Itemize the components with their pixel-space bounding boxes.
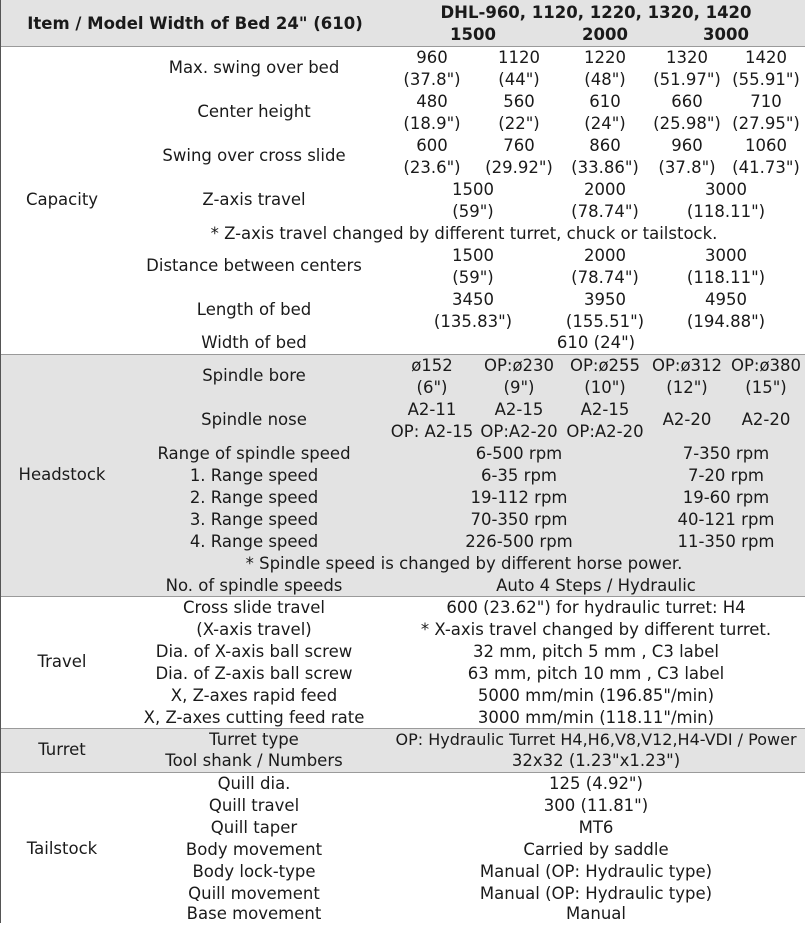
value-cell: (135.83") (433, 312, 513, 331)
value-cell: (27.95") (732, 114, 800, 133)
value-cell: 1420 (745, 48, 787, 67)
row-label: Distance between centers (146, 256, 362, 275)
value-cell: Manual (566, 904, 626, 923)
row-label: 3. Range speed (189, 510, 319, 529)
row-label: No. of spindle speeds (165, 576, 343, 595)
length-header-2000: 2000 (582, 25, 628, 44)
row-label: Center height (197, 102, 311, 121)
row-label: 1. Range speed (189, 466, 319, 485)
row-label: Dia. of Z-axis ball screw (155, 664, 353, 683)
row-label: Spindle bore (202, 366, 306, 385)
value-cell: (10") (584, 378, 626, 397)
value-cell: (59") (452, 268, 494, 287)
section-turret: Turret (38, 740, 86, 759)
value-cell: Carried by saddle (523, 840, 669, 859)
divider (1, 772, 805, 773)
value-cell: (15") (745, 378, 787, 397)
value-cell: 1220 (584, 48, 626, 67)
value-cell: 760 (503, 136, 535, 155)
value-cell: (18.9") (403, 114, 461, 133)
value-cell: 11-350 rpm (677, 532, 775, 551)
value-cell: 125 (4.92") (549, 774, 643, 793)
value-cell: 1120 (498, 48, 540, 67)
value-cell: OP:ø255 (569, 356, 641, 375)
value-cell: OP:ø230 (483, 356, 555, 375)
value-cell: (194.88") (686, 312, 766, 331)
value-cell: (22") (498, 114, 540, 133)
value-cell: OP: Hydraulic Turret H4,H6,V8,V12,H4-VDI / Power (395, 730, 797, 749)
value-cell: 3000 (705, 180, 747, 199)
row-label: (X-axis travel) (196, 620, 312, 639)
row-label: Quill movement (188, 884, 320, 903)
value-cell: OP:ø312 (651, 356, 723, 375)
length-header-3000: 3000 (703, 25, 749, 44)
value-cell: OP:ø380 (730, 356, 802, 375)
section-capacity: Capacity (25, 190, 99, 209)
value-cell: 3000 (705, 246, 747, 265)
row-label: Width of bed (201, 333, 307, 352)
value-cell: 70-350 rpm (470, 510, 568, 529)
value-cell: (59") (452, 202, 494, 221)
value-cell: (118.11") (686, 268, 766, 287)
value-cell: (44") (498, 70, 540, 89)
value-cell: (24") (584, 114, 626, 133)
spindle-speed-note: * Spindle speed is changed by different horse power. (245, 554, 683, 573)
value-cell: 600 (23.62") for hydraulic turret: H4 (446, 598, 746, 617)
value-cell: (51.97") (653, 70, 721, 89)
value-cell: 40-121 rpm (677, 510, 775, 529)
value-cell: (25.98") (653, 114, 721, 133)
row-label: Body movement (185, 840, 323, 859)
value-cell: 480 (416, 92, 448, 111)
value-cell: (55.91") (732, 70, 800, 89)
row-label: Quill taper (210, 818, 298, 837)
value-cell: (118.11") (686, 202, 766, 221)
value-cell: A2-15 (494, 400, 544, 419)
value-cell: (9") (503, 378, 535, 397)
item-model-header: Item / Model Width of Bed 24" (610) (27, 14, 363, 33)
value-cell: 6-500 rpm (475, 444, 563, 463)
section-travel: Travel (37, 652, 87, 671)
value-cell: (78.74") (571, 268, 639, 287)
value-cell: OP:A2-20 (480, 422, 558, 441)
value-cell: 300 (11.81") (543, 796, 649, 815)
section-headstock: Headstock (18, 465, 106, 484)
z-axis-note: * Z-axis travel changed by different turret, chuck or tailstock. (210, 224, 718, 243)
length-header-1500: 1500 (450, 25, 496, 44)
value-cell: (37.8") (403, 70, 461, 89)
value-cell: 1500 (452, 180, 494, 199)
value-cell: 3950 (584, 290, 626, 309)
value-cell: 1500 (452, 246, 494, 265)
row-label: Base movement (186, 904, 322, 923)
value-cell: 7-20 rpm (687, 466, 765, 485)
row-label: Max. swing over bed (168, 58, 340, 77)
value-cell: 19-60 rpm (682, 488, 770, 507)
value-cell: 7-350 rpm (682, 444, 770, 463)
value-cell: 2000 (584, 246, 626, 265)
value-cell: (33.86") (571, 158, 639, 177)
value-cell: (23.6") (403, 158, 461, 177)
value-cell: 560 (503, 92, 535, 111)
value-cell: OP: A2-15 (390, 422, 474, 441)
value-cell: 610 (589, 92, 621, 111)
value-cell: 19-112 rpm (470, 488, 568, 507)
value-cell: OP:A2-20 (566, 422, 644, 441)
value-cell: ø152 (411, 356, 453, 375)
row-label: Cross slide travel (183, 598, 325, 617)
value-cell: A2-11 (407, 400, 457, 419)
row-label: Tool shank / Numbers (165, 751, 343, 770)
value-cell: 1320 (666, 48, 708, 67)
value-cell: Manual (OP: Hydraulic type) (479, 862, 713, 881)
value-cell: A2-15 (580, 400, 630, 419)
value-cell: (48") (584, 70, 626, 89)
value-cell: 5000 mm/min (196.85"/min) (477, 686, 715, 705)
value-cell: 2000 (584, 180, 626, 199)
value-cell: Manual (OP: Hydraulic type) (479, 884, 713, 903)
value-cell: 4950 (705, 290, 747, 309)
value-cell: * X-axis travel changed by different turret. (420, 620, 772, 639)
value-cell: 32x32 (1.23"x1.23") (511, 751, 681, 770)
value-cell: Auto 4 Steps / Hydraulic (496, 576, 696, 595)
value-cell: 226-500 rpm (465, 532, 573, 551)
row-label: Quill travel (208, 796, 300, 815)
row-label: 4. Range speed (189, 532, 319, 551)
row-label: X, Z-axes cutting feed rate (143, 708, 365, 727)
value-cell: 3450 (452, 290, 494, 309)
row-label: Swing over cross slide (162, 146, 346, 165)
row-label: Spindle nose (201, 410, 307, 429)
section-tailstock: Tailstock (26, 839, 98, 858)
value-cell: 600 (416, 136, 448, 155)
value-cell: (37.8") (658, 158, 716, 177)
value-cell: 960 (416, 48, 448, 67)
value-cell: 1060 (745, 136, 787, 155)
value-cell: 710 (750, 92, 782, 111)
value-cell: A2-20 (662, 410, 712, 429)
value-cell: (41.73") (732, 158, 800, 177)
value-cell: MT6 (578, 818, 614, 837)
value-cell: 32 mm, pitch 5 mm , C3 label (473, 642, 719, 661)
row-label: Body lock-type (192, 862, 316, 881)
row-label: Length of bed (196, 300, 312, 319)
value-cell: (6") (416, 378, 448, 397)
value-cell: 860 (589, 136, 621, 155)
value-cell: (155.51") (565, 312, 645, 331)
value-cell: 610 (24") (556, 333, 636, 352)
model-names-header: DHL-960, 1120, 1220, 1320, 1420 (440, 3, 752, 22)
value-cell: 3000 mm/min (118.11"/min) (477, 708, 715, 727)
row-label: Range of spindle speed (157, 444, 351, 463)
row-label: Turret type (209, 730, 299, 749)
row-label: X, Z-axes rapid feed (170, 686, 338, 705)
value-cell: (78.74") (571, 202, 639, 221)
value-cell: (12") (666, 378, 708, 397)
value-cell: A2-20 (741, 410, 791, 429)
value-cell: (29.92") (485, 158, 553, 177)
value-cell: 960 (671, 136, 703, 155)
value-cell: 6-35 rpm (480, 466, 558, 485)
row-label: 2. Range speed (189, 488, 319, 507)
row-label: Dia. of X-axis ball screw (155, 642, 353, 661)
row-label: Z-axis travel (202, 190, 306, 209)
value-cell: 63 mm, pitch 10 mm , C3 label (467, 664, 725, 683)
value-cell: 660 (671, 92, 703, 111)
row-label: Quill dia. (217, 774, 291, 793)
